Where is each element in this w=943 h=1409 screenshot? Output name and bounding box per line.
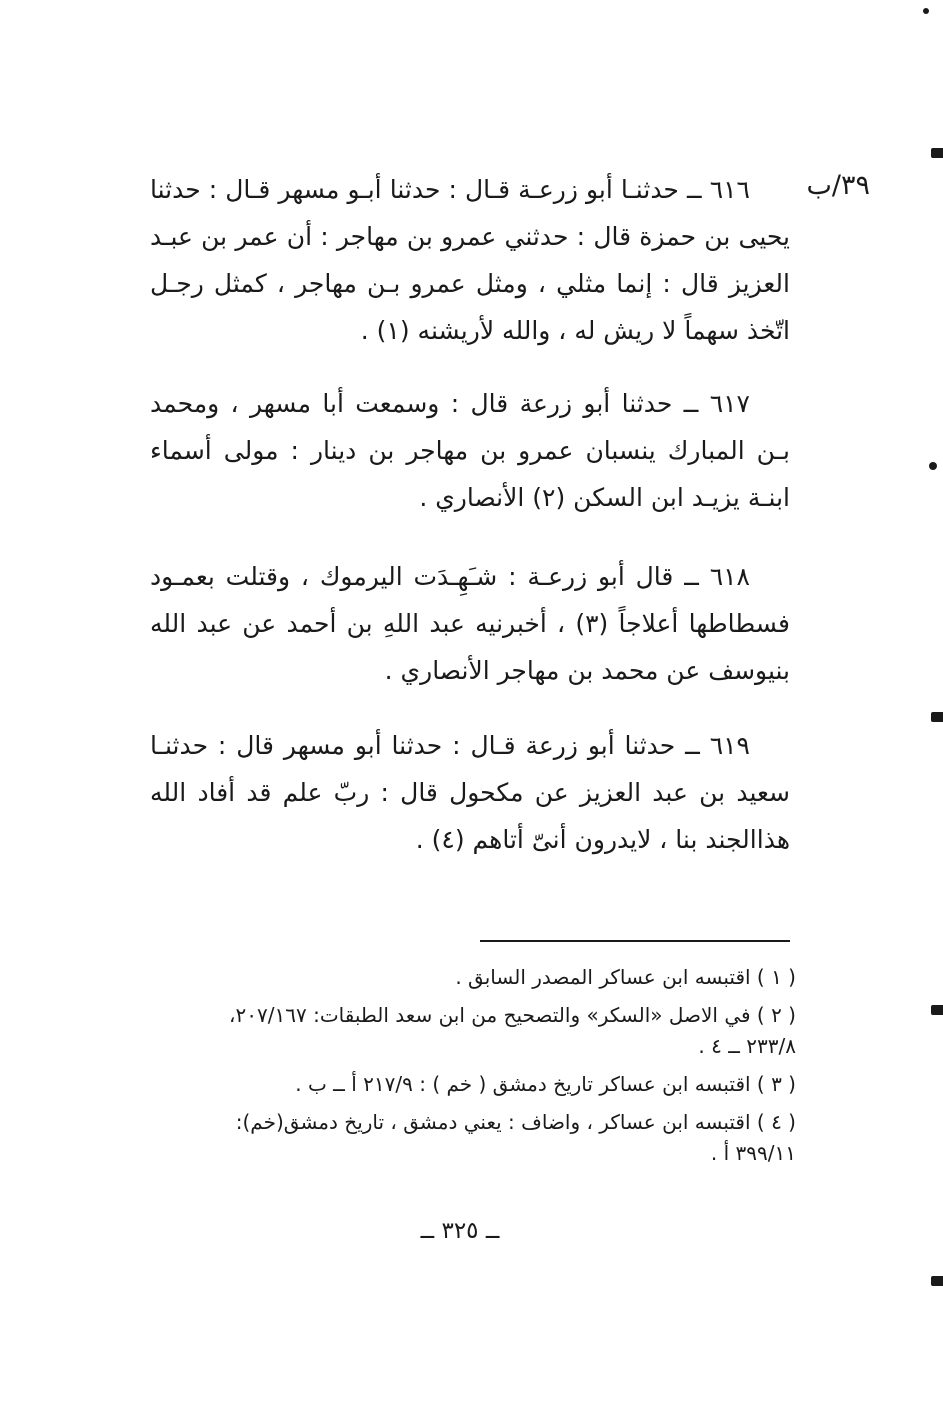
footnote-3: ( ٣ ) اقتبسه ابن عساكر تاريخ دمشق ( خم ) : ٢١٧/٩ أ ــ ب .	[295, 1072, 796, 1096]
paragraph-616: ٦١٦ ــ حدثنـا أبو زرعـة قـال : حدثنا أبـو مسهر قـال : حدثنا يحيى بن حمزة قال : حدثني عمرو بن مهاجر : أن عمر بن عبـد العزيز قال : إنما مثلي ، ومثل عمرو بـن مهاجر ، كمثل رجـل اتّخذ سهماً لا ريش له ، والله لأريشنه (١) .	[150, 175, 790, 345]
scan-edge-mark	[931, 712, 943, 722]
scan-edge-mark	[931, 148, 943, 158]
paragraph-617: ٦١٧ ــ حدثنا أبو زرعة قال : وسمعت أبا مسهر ، ومحمد بـن المبارك ينسبان عمرو بن مهاجر بن دينار : مولى أسماء ابنـة يزيـد ابن السكن (٢) الأنصاري .	[150, 389, 790, 512]
footnote-separator	[480, 940, 790, 942]
scan-edge-mark	[931, 1276, 943, 1286]
paragraph-618: ٦١٨ ــ قال أبو زرعـة : شـَهِـدَت اليرموك ، وقتلت بعمـود فسطاطها أعلاجاً (٣) ، أخبرنيه عبد اللهِ بن أحمد عن عبد الله بنيوسف عن محمد بن مهاجر الأنصاري .	[150, 562, 790, 685]
footnotes	[196, 962, 796, 1176]
footnote-2: ( ٢ ) في الاصل «السكر» والتصحيح من ابن سعد الطبقات: ٢٠٧/١٦٧، ٢٣٣/٨ ــ ٤ .	[229, 1003, 796, 1058]
scan-dot	[929, 462, 937, 470]
page-number: ــ ٣٢٥ ــ	[420, 1218, 500, 1244]
paragraph-619: ٦١٩ ــ حدثنا أبو زرعة قـال : حدثنا أبو مسهر قال : حدثنـا سعيد بن عبد العزيز عن مكحول قال : ربّ علم قد أفاد الله هذاالجند بنا ، لايدرون أنىّ أتاهم (٤) .	[150, 731, 790, 854]
scan-edge-mark	[931, 1005, 943, 1015]
scan-dot	[923, 8, 929, 14]
footnote-1: ( ١ ) اقتبسه ابن عساكر المصدر السابق .	[455, 965, 796, 989]
folio-margin-note: ٣٩/ب	[806, 170, 870, 201]
footnote-4: ( ٤ ) اقتبسه ابن عساكر ، واضاف : يعني دمشق ، تاريخ دمشق(خم): ٣٩٩/١١ أ .	[235, 1110, 796, 1165]
